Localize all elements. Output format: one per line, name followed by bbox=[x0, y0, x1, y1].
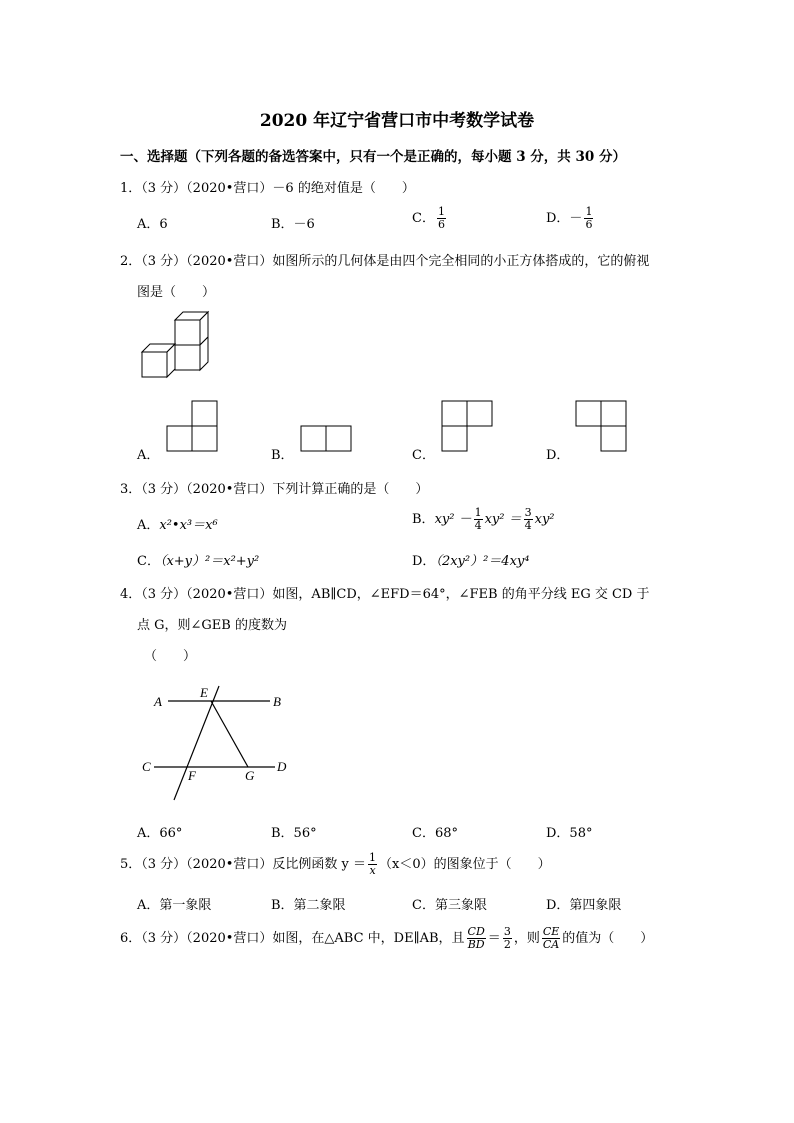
q6-fraction-cd-bd bbox=[467, 926, 486, 951]
page-title: 2020 年辽宁省营口市中考数学试卷 bbox=[259, 111, 535, 131]
fraction-numerator: 1 bbox=[474, 506, 482, 519]
q2-option-b-grid bbox=[300, 425, 354, 455]
q3-option-d bbox=[412, 550, 529, 569]
question-2-stem-line1: 2．（3 分）（2020•营口）如图所示的几何体是由四个完全相同的小正方体搭成的，它的俯视 bbox=[120, 254, 650, 269]
label-g: G bbox=[245, 768, 255, 783]
fraction-numerator: CE bbox=[542, 925, 560, 938]
q3-option-b-mid: xy² ＝ bbox=[484, 512, 522, 527]
q2-option-a-grid bbox=[166, 400, 220, 454]
fraction-denominator: 2 bbox=[503, 938, 511, 951]
fraction-numerator: 3 bbox=[503, 925, 511, 938]
fraction-numerator: CD bbox=[467, 925, 485, 938]
question-4-stem-line1: 4．（3 分）（2020•营口）如图，AB∥CD，∠EFD＝64°，∠FEB 的角平分线 EG 交 CD 于 bbox=[120, 587, 650, 602]
label-e: E bbox=[200, 685, 208, 700]
q1-option-d-fraction bbox=[584, 206, 593, 231]
q5-option-b: B．第二象限 bbox=[271, 898, 346, 913]
q3-option-d-expr: （2xy²）²＝4xy⁴ bbox=[435, 554, 530, 569]
q2-option-c-label: C． bbox=[412, 448, 435, 463]
q3-option-c-expr: （x+y）²＝x²+y² bbox=[159, 554, 260, 569]
fraction-denominator: 4 bbox=[474, 519, 482, 532]
q1-option-d-prefix: D．－ bbox=[546, 211, 583, 226]
q5-stem-prefix: 5．（3 分）（2020•营口）反比例函数 y ＝ bbox=[120, 857, 367, 872]
fraction-numerator: 3 bbox=[524, 506, 532, 519]
fraction-numerator: 1 bbox=[437, 205, 445, 218]
q4-option-b: B．56° bbox=[271, 826, 317, 841]
fraction-denominator: CA bbox=[542, 938, 560, 951]
q3-option-b-fraction-2 bbox=[524, 507, 533, 532]
q6-stem-prefix: 6．（3 分）（2020•营口）如图，在△ABC 中，DE∥AB，且 bbox=[120, 931, 465, 946]
q3-option-b-prefix: B． bbox=[412, 512, 435, 527]
q2-option-b-label: B． bbox=[271, 448, 294, 463]
q5-stem-suffix: （x＜0）的图象位于（ ） bbox=[379, 857, 551, 872]
q3-option-a bbox=[137, 514, 218, 533]
q3-option-a-expr: x²•x³＝x⁶ bbox=[159, 518, 218, 533]
label-d: D bbox=[277, 759, 287, 774]
q3-option-d-prefix: D． bbox=[412, 554, 436, 569]
question-3-stem: 3．（3 分）（2020•营口）下列计算正确的是（ ） bbox=[120, 482, 429, 497]
q4-option-a: A．66° bbox=[137, 826, 183, 841]
q3-option-b-right: xy² bbox=[534, 512, 555, 527]
q5-option-c: C．第三象限 bbox=[412, 898, 487, 913]
q3-option-b-left: xy² － bbox=[434, 512, 472, 527]
bisector-eg bbox=[211, 701, 248, 767]
q1-option-a: A．6 bbox=[137, 217, 168, 232]
cube-solid-figure bbox=[140, 312, 212, 382]
q6-fraction-3-2 bbox=[503, 926, 512, 951]
section-heading: 一、选择题（下列各题的备选答案中，只有一个是正确的，每小题 3 分，共 30 分） bbox=[120, 149, 626, 165]
q6-mid: ，则 bbox=[513, 931, 540, 946]
q3-option-b bbox=[412, 507, 555, 532]
q1-option-c-fraction bbox=[437, 206, 446, 231]
q1-option-d bbox=[546, 206, 595, 231]
q2-option-a-label: A． bbox=[137, 448, 160, 463]
q2-option-c-grid bbox=[441, 400, 495, 454]
question-6-stem bbox=[120, 926, 653, 951]
q2-option-d-label: D． bbox=[546, 448, 570, 463]
question-4-stem-line2: 点 G，则∠GEB 的度数为 bbox=[137, 618, 287, 633]
fraction-denominator: 6 bbox=[585, 218, 593, 231]
q5-fraction bbox=[368, 852, 377, 877]
q6-fraction-ce-ca bbox=[542, 926, 560, 951]
fraction-numerator: 1 bbox=[369, 851, 377, 864]
question-5-stem bbox=[120, 852, 551, 877]
q3-option-a-prefix: A． bbox=[137, 518, 160, 533]
question-1-stem: 1．（3 分）（2020•营口）－6 的绝对值是（ ） bbox=[120, 181, 415, 196]
q1-option-c-prefix: C． bbox=[412, 211, 435, 226]
q6-equals: ＝ bbox=[487, 931, 501, 946]
label-b: B bbox=[273, 694, 281, 709]
q4-option-d: D．58° bbox=[546, 826, 593, 841]
q5-option-d: D．第四象限 bbox=[546, 898, 622, 913]
fraction-denominator: 4 bbox=[524, 519, 532, 532]
fraction-denominator: x bbox=[369, 864, 376, 877]
fraction-numerator: 1 bbox=[585, 205, 593, 218]
q1-option-b: B．－6 bbox=[271, 217, 315, 232]
q2-option-d-grid bbox=[575, 400, 629, 454]
label-a: A bbox=[154, 694, 162, 709]
label-f: F bbox=[188, 768, 196, 783]
q3-option-b-fraction-1 bbox=[474, 507, 483, 532]
fraction-denominator: BD bbox=[467, 938, 485, 951]
question-2-stem-line2: 图是（ ） bbox=[137, 285, 216, 300]
q1-option-c bbox=[412, 206, 448, 231]
parallel-lines-figure bbox=[140, 682, 300, 807]
q3-option-c-prefix: C． bbox=[137, 554, 160, 569]
q6-stem-suffix: 的值为（ ） bbox=[562, 931, 654, 946]
question-4-stem-line3: （ ） bbox=[144, 649, 197, 664]
q4-option-c: C．68° bbox=[412, 826, 458, 841]
q3-option-c bbox=[137, 550, 259, 569]
label-c: C bbox=[142, 759, 151, 774]
fraction-denominator: 6 bbox=[437, 218, 445, 231]
q5-option-a: A．第一象限 bbox=[137, 898, 212, 913]
